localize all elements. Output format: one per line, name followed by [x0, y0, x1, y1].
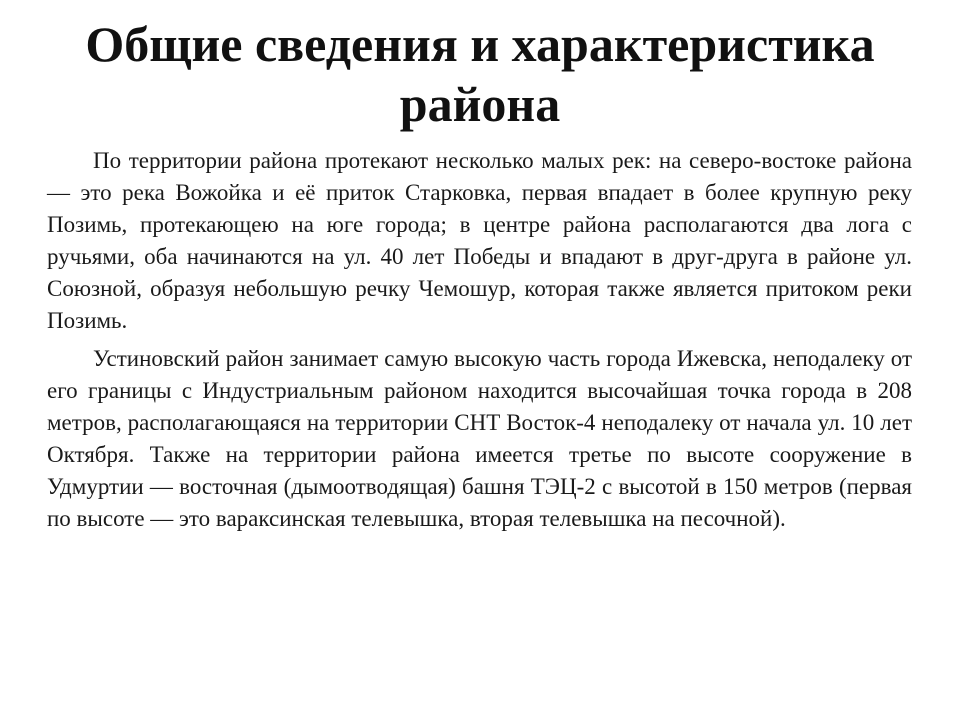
- paragraph-elevation: Устиновский район занимает самую высокую часть города Ижевска, неподалеку от его границы с Индустриальным районом находится высочайшая точка города в 208 метров, располагающаяся на территории СНТ Восток-4 неподалеку от начала ул. 10 лет Октября. Также на территории района имеется третье по высоте сооружение в Удмуртии — восточная (дымоотводящая) башня ТЭЦ-2 с высотой в 150 метров (первая по высоте — это вараксинская телевышка, вторая телевышка на песочной).: [47, 346, 912, 531]
- paragraph-rivers: По территории района протекают несколько малых рек: на северо-востоке района — это река Вожойка и её приток Старковка, первая впадает в более крупную реку Позимь, протекающею на юге города; в центре района располагаются два лога с ручьями, оба начинаются на ул. 40 лет Победы и впадают в друг-друга в районе ул. Союзной, образуя небольшую речку Чемошур, которая также является притоком реки Позимь.: [47, 148, 912, 333]
- slide-title: Общие сведения и характеристика района: [85, 16, 875, 132]
- slide-body: [47, 145, 912, 541]
